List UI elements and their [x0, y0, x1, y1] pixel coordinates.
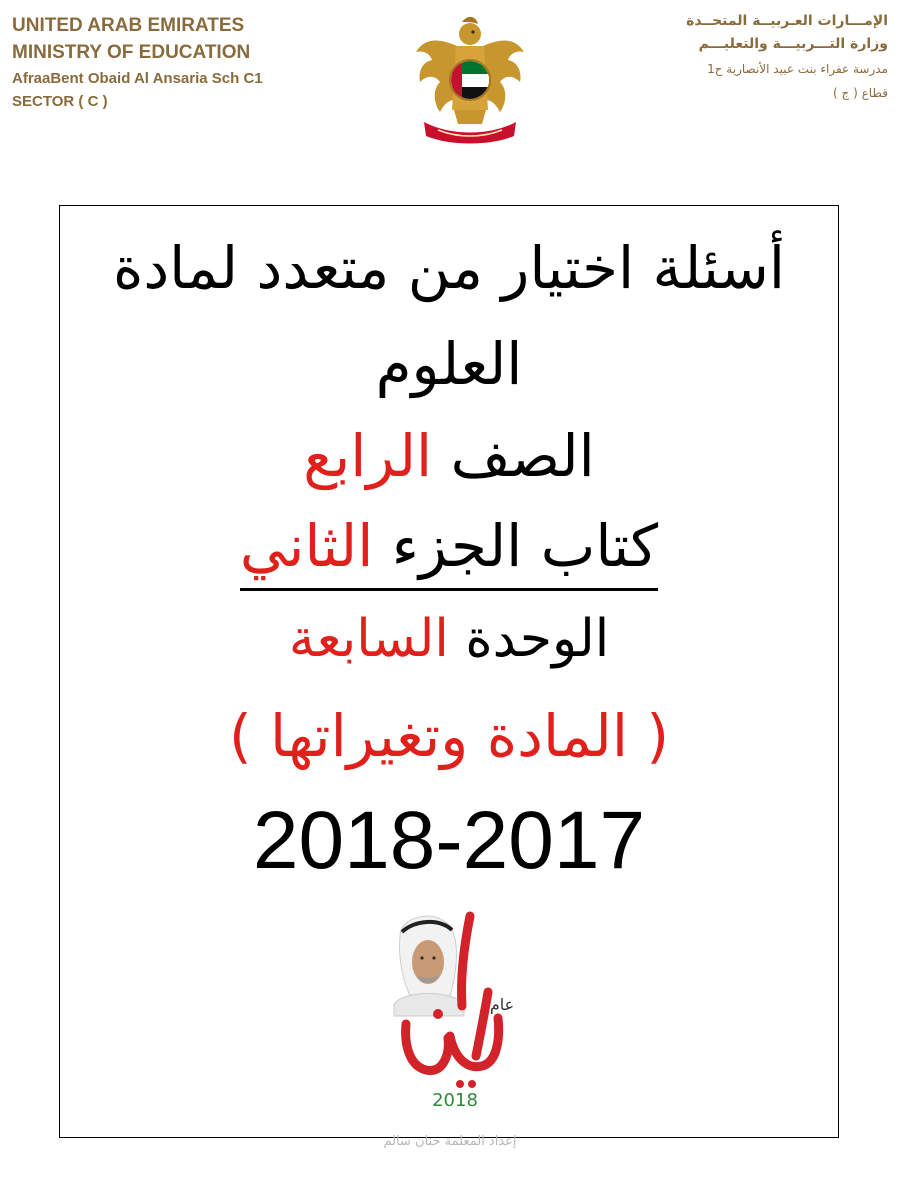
zayed-logo-year: 2018 — [432, 1090, 478, 1111]
cover-frame — [59, 205, 839, 1138]
country-name-ar: الإمـــارات العـربيــة المتحــدة — [686, 13, 888, 29]
uae-falcon-emblem-icon — [410, 12, 530, 144]
academic-year: 2018-2017 — [252, 795, 646, 886]
header-english — [12, 12, 342, 113]
sector-ar: قطاع ( ج ) — [833, 86, 888, 100]
year-of-zayed-logo-icon — [380, 906, 530, 1116]
title-line-1: أسئلة اختيار من متعدد لمادة — [112, 234, 786, 302]
unit-line — [60, 601, 838, 677]
school-name-ar: مدرسة عفراء بنت عبيد الأنصارية ح1 — [707, 62, 888, 76]
school-name-en: AfraaBent Obaid Al Ansaria Sch C1 — [12, 70, 263, 87]
unit-value: السابعة — [288, 609, 449, 669]
subject-name: العلوم — [375, 330, 523, 398]
ministry-name-en: MINISTRY OF EDUCATION — [12, 42, 251, 63]
book-part-line — [60, 506, 838, 591]
prepared-by-note: إعداد المعلمة حنان سالم — [383, 1134, 517, 1149]
grade-label: الصف — [450, 422, 595, 490]
book-label: كتاب الجزء — [391, 512, 659, 580]
header-arabic — [548, 10, 888, 104]
grade-line — [60, 416, 838, 496]
book-part-underlined — [240, 506, 658, 591]
zayed-logo-aam: عام — [489, 995, 515, 1014]
sector-en: SECTOR ( C ) — [12, 93, 108, 110]
unit-label: الوحدة — [465, 609, 610, 669]
country-name-en: UNITED ARAB EMIRATES — [12, 15, 245, 36]
ministry-name-ar: وزارة التـــربيـــة والتعليـــم — [698, 36, 888, 52]
book-value: الثاني — [239, 512, 374, 580]
grade-value: الرابع — [303, 422, 433, 490]
unit-name: ( المادة وتغيراتها ) — [228, 702, 670, 770]
